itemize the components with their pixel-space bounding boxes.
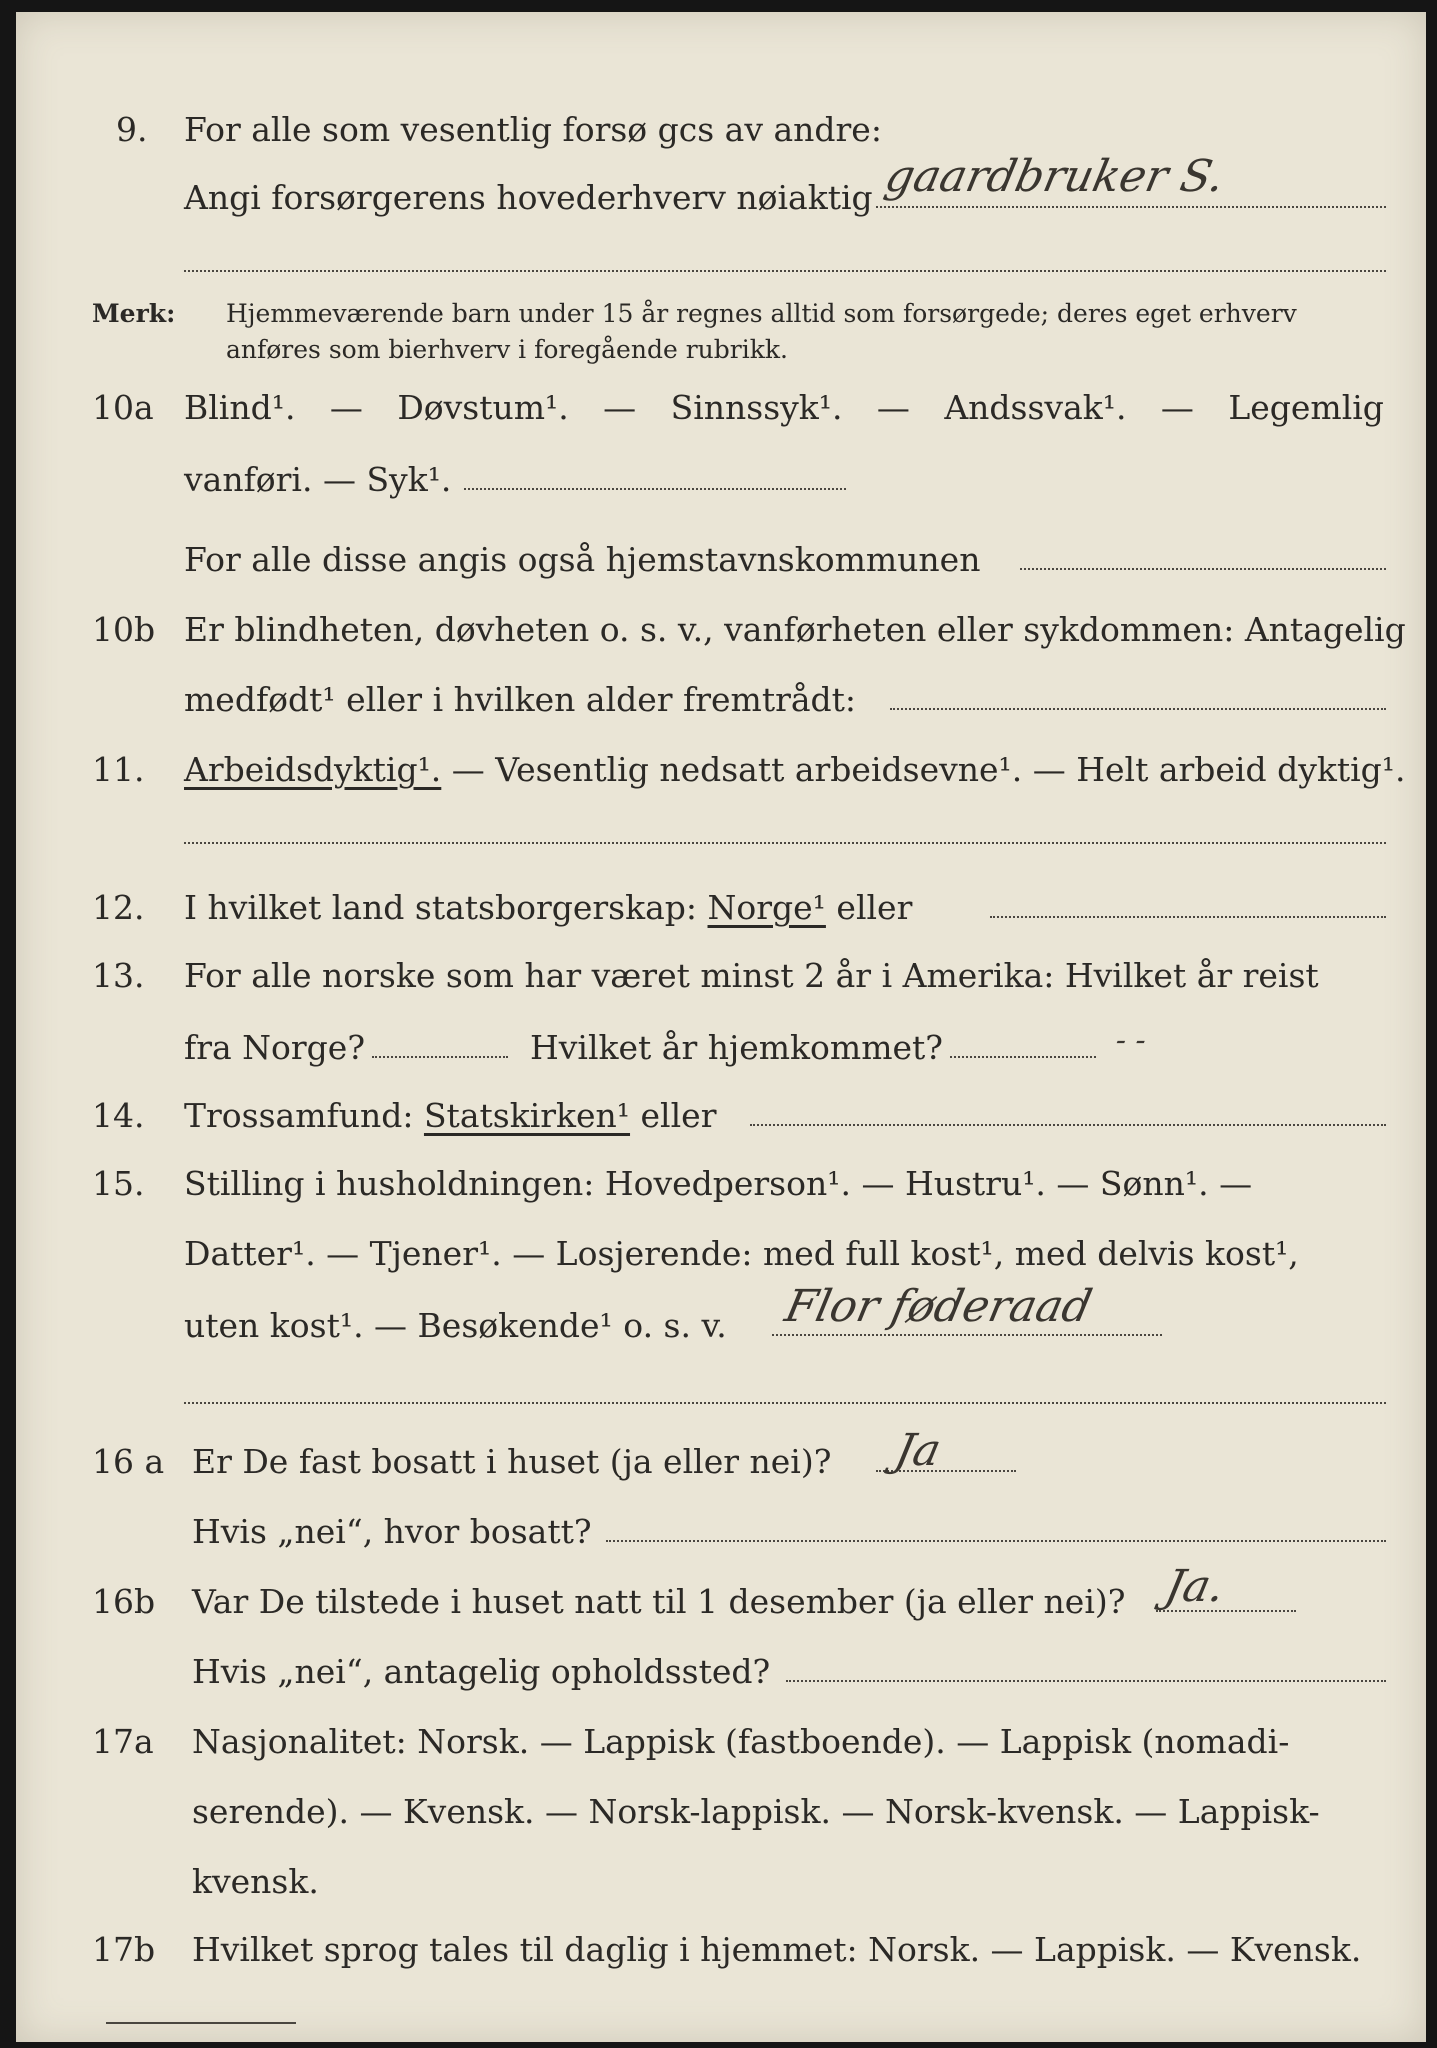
q11-arbeidsdyktig-underlined: Arbeidsdyktig¹. [184,750,442,789]
q16a-handwritten-answer: Ja [890,1425,946,1476]
q10a-legemlig: Legemlig [1228,388,1384,427]
q17b-line1: Hvilket sprog tales til daglig i hjemmet: Norsk. — Lappisk. — Kvensk. [192,1930,1362,1969]
q9-line1: For alle som vesentlig forsø gcs av andre: [184,110,882,149]
q10a-line2-dots [464,488,846,490]
q9-extra-line [184,270,1386,272]
q13-dots-a [372,1056,508,1058]
q10b-line2-dots [890,708,1386,710]
q13-number: 13. [92,956,145,995]
q14-eller: eller [640,1096,717,1135]
q15-line2: Datter¹. — Tjener¹. — Losjerende: med full kost¹, med delvis kost¹, [184,1234,1299,1273]
q13-line2b: Hvilket år hjemkommet? [530,1028,943,1067]
q15-number: 15. [92,1164,145,1203]
q14-number: 14. [92,1096,145,1135]
merk-label: Merk: [92,299,176,328]
q10a-line1 [184,388,1384,428]
q17b-number: 17b [92,1930,156,1969]
q17a-line1: Nasjonalitet: Norsk. — Lappisk (fastboende). — Lappisk (nomadi- [192,1722,1290,1761]
q14-line [184,1096,716,1136]
q9-answer-line [876,206,1386,208]
q13-line1: For alle norske som har været minst 2 år i Amerika: Hvilket år reist [184,956,1319,995]
q10a-number: 10a [92,388,154,427]
q16a-number: 16 a [92,1442,165,1481]
q10b-number: 10b [92,610,156,649]
q12-dots [990,916,1386,918]
q12-number: 12. [92,888,145,927]
q10a-line2: vanføri. — Syk¹. [184,460,452,499]
q16b-line2: Hvis „nei“, antagelig opholdssted? [192,1652,771,1691]
q10a-dovstum: Døvstum¹. [397,388,569,427]
census-form-page [16,12,1426,2042]
q13-handwritten-answer: - - [1112,1023,1150,1058]
q14-dots [750,1124,1386,1126]
q11-number: 11. [92,750,145,789]
q16a-line1: Er De fast bosatt i huset (ja eller nei)? [192,1442,832,1481]
q13-line2a: fra Norge? [184,1028,366,1067]
q17a-line2: serende). — Kvensk. — Norsk-lappisk. — Norsk-kvensk. — Lappisk- [192,1792,1320,1831]
q16a-line2-dots [606,1540,1386,1542]
q12-eller: eller [836,888,913,927]
q15-line3: uten kost¹. — Besøkende¹ o. s. v. [184,1306,727,1345]
footnote-rule [106,2022,296,2024]
dash: — [876,388,910,427]
q16b-line2-dots [786,1680,1386,1682]
q9-handwritten-answer: gaardbruker S. [880,151,1230,202]
q15-handwritten-answer: Flor føderaad [780,1281,1097,1332]
dash: — [329,388,363,427]
q14-statskirken-underlined: Statskirken¹ [423,1096,631,1135]
q13-dots-b [950,1056,1096,1058]
q10a-sinnssyk: Sinnssyk¹. [670,388,843,427]
dash: — [1160,388,1194,427]
q17a-line3: kvensk. [192,1862,319,1901]
q10a-line3-dots [1020,568,1386,570]
q10a-andssvak: Andssvak¹. [944,388,1127,427]
q11-extra-line [184,842,1386,844]
q16b-handwritten-answer: Ja. [1160,1561,1230,1612]
q14-text: Trossamfund: [184,1096,414,1135]
q10b-line1: Er blindheten, døvheten o. s. v., vanførheten eller sykdommen: Antagelig [184,610,1406,649]
q15-line1: Stilling i husholdningen: Hovedperson¹. — Hustru¹. — Sønn¹. — [184,1164,1253,1203]
q12-norge-underlined: Norge¹ [707,888,826,927]
q12-text: I hvilket land statsborgerskap: [184,888,698,927]
dash: — [603,388,637,427]
q10a-blind: Blind¹. [184,388,296,427]
q10a-line3: For alle disse angis også hjemstavnskommunen [184,540,981,579]
q15-extra-line [184,1402,1386,1404]
merk-line2: anføres som bierhverv i foregående rubrikk. [226,335,788,364]
q11-line [184,750,1406,790]
merk-line1: Hjemmeværende barn under 15 år regnes alltid som forsørgede; deres eget erhverv [226,299,1297,328]
q9-number: 9. [116,110,148,149]
q11-rest: — Vesentlig nedsatt arbeidsevne¹. — Helt arbeid dyktig¹. [451,750,1406,789]
q15-dots [772,1334,1162,1336]
q16a-line2: Hvis „nei“, hvor bosatt? [192,1512,592,1551]
q17a-number: 17a [92,1722,154,1761]
q12-line [184,888,912,928]
q16b-line1: Var De tilstede i huset natt til 1 desember (ja eller nei)? [192,1582,1126,1621]
q10b-line2: medfødt¹ eller i hvilken alder fremtrådt: [184,680,857,719]
q9-line2: Angi forsørgerens hovederhverv nøiaktig [184,178,873,217]
q16b-number: 16b [92,1582,156,1621]
